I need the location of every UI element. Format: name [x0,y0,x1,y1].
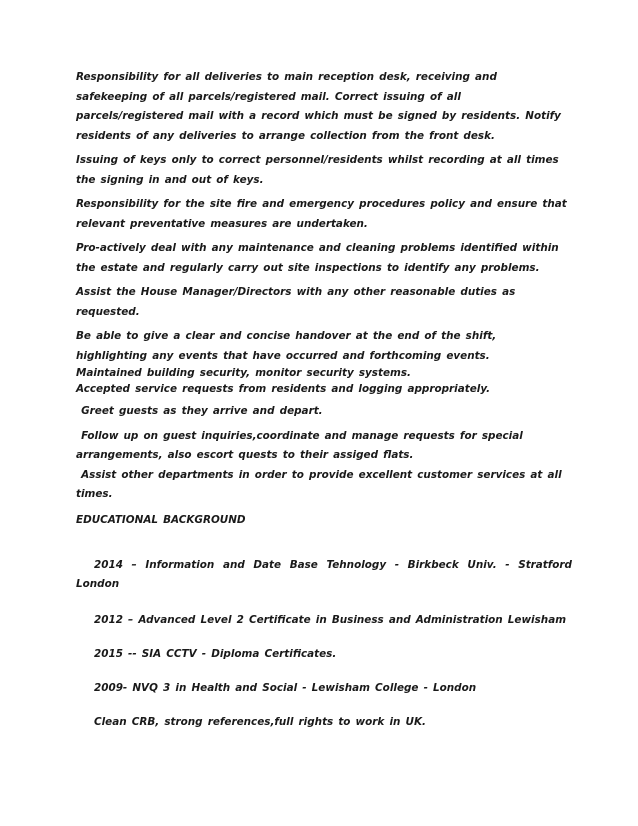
education-entry-lewisham-business: 2012 – Advanced Level 2 Certificate in Business and Administration Lewisham [94,613,567,626]
cv-content [76,68,572,731]
duty-fire-safety: Responsibility for the site fire and emergency procedures policy and ensure that relevant preventative measures are undertaken. [76,198,567,230]
education-entry-birkbeck-location: London [76,578,120,590]
education-heading: EDUCATIONAL BACKGROUND [76,513,246,526]
education-entry-sia-cctv: 2015 -- SIA CCTV - Diploma Certificates. [94,647,337,660]
duty-guest-inquiries: Follow up on guest inquiries,coordinate and manage requests for special arrangements, also escort quests to their assiged flats. [76,429,528,461]
education-entry-birkbeck-line: 2014 – Information and Date Base Tehnology - Birkbeck Univ. - Stratford [94,558,572,571]
duty-handover: Be able to give a clear and concise handover at the end of the shift, highlighting any events that have occurred and forthcoming events. [76,330,497,362]
duty-building-security: Maintained building security, monitor security systems. [76,367,411,379]
education-entry-birkbeck [76,556,572,595]
duty-parcels: Responsibility for all deliveries to main reception desk, receiving and safekeeping of all parcels/registered mail. Correct issuing of all parcels/registered mail with a record which must be signed by residents. Notify residents of any deliveries to arrange collection from the front desk. [76,71,561,142]
education-entry-nvq: 2009- NVQ 3 in Health and Social - Lewisham College - London [94,681,477,694]
duty-assist-departments: Assist other departments in order to provide excellent customer services at all times. [76,468,567,500]
duty-service-requests: Accepted service requests from residents and logging appropriately. [76,382,491,395]
duty-keys: Issuing of keys only to correct personnel/residents whilst recording at all times the signing in and out of keys. [76,154,559,186]
duty-greet-guests: Greet guests as they arrive and depart. [76,405,323,417]
education-entry-crb: Clean CRB, strong references,full rights to work in UK. [94,715,426,728]
duty-assist-manager: Assist the House Manager/Directors with any other reasonable duties as requested. [76,286,516,318]
duty-maintenance: Pro-actively deal with any maintenance and cleaning problems identified within the estate and regularly carry out site inspections to identify any problems. [76,242,559,274]
